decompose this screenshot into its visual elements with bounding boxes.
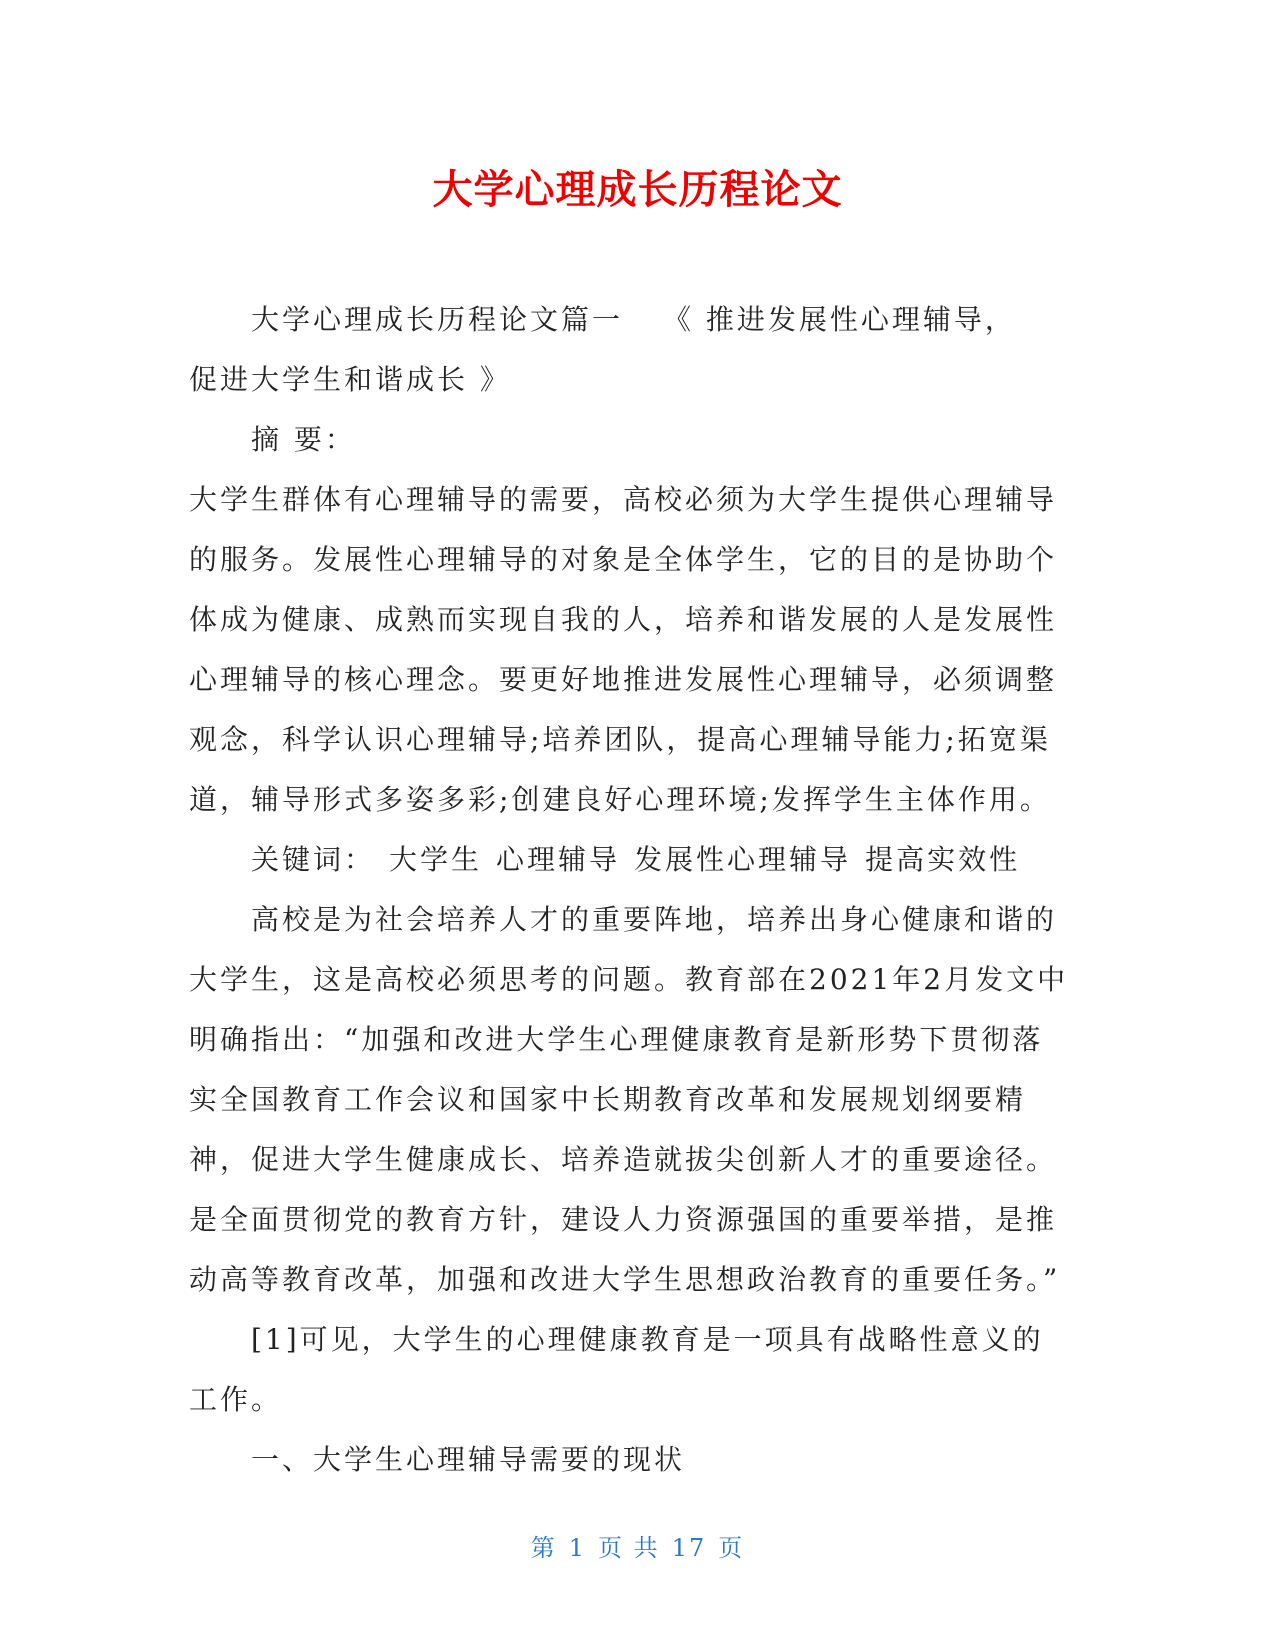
keywords-line bbox=[189, 830, 1069, 890]
article-heading-continued: 促进大学生和谐成长 》 bbox=[189, 363, 511, 396]
article-heading-part1: 大学心理成长历程论文篇一 bbox=[251, 303, 624, 336]
article-heading bbox=[189, 290, 1069, 350]
keyword: 大学生 bbox=[389, 843, 483, 876]
keyword: 提高实效性 bbox=[865, 843, 1021, 876]
footer-prefix: 第 bbox=[530, 1534, 557, 1562]
keyword: 发展性心理辅导 bbox=[634, 843, 852, 876]
footer-suffix: 页 bbox=[718, 1534, 745, 1562]
article-heading-part2: 《 推进发展性心理辅导， bbox=[663, 303, 1016, 336]
keyword: 心理辅导 bbox=[496, 843, 621, 876]
keywords-label: 关键词： bbox=[251, 843, 376, 876]
footer-current-page: 1 bbox=[568, 1534, 587, 1562]
abstract-text: 大学生群体有心理辅导的需要，高校必须为大学生提供心理辅导的服务。发展性心理辅导的对象是全体学生，它的目的是协助个体成为健康、成熟而实现自我的人，培养和谐发展的人是发展性心理辅导的核心理念。要更好地推进发展性心理辅导，必须调整观念，科学认识心理辅导;培养团队，提高心理辅导能力;拓宽渠道，辅导形式多姿多彩;创建良好心理环境;发挥学生主体作用。 bbox=[189, 483, 1058, 816]
body-paragraph: [1]可见，大学生的心理健康教育是一项具有战略性意义的工作。 bbox=[189, 1323, 1044, 1416]
footer-total-pages: 17 bbox=[671, 1534, 707, 1562]
document-body bbox=[189, 290, 1069, 1490]
page-footer bbox=[0, 1530, 1275, 1566]
document-title: 大学心理成长历程论文 bbox=[432, 167, 843, 213]
footer-middle: 页 共 bbox=[598, 1534, 660, 1562]
body-paragraph: 高校是为社会培养人才的重要阵地，培养出身心健康和谐的大学生，这是高校必须思考的问题。教育部在2021年2月发文中明确指出：“加强和改进大学生心理健康教育是新形势下贯彻落实全国教育工作会议和国家中长期教育改革和发展规划纲要精神，促进大学生健康成长、培养造就拔尖创新人才的重要途径。是全面贯彻党的教育方针，建设人力资源强国的重要举措，是推动高等教育改革，加强和改进大学生思想政治教育的重要任务。” bbox=[189, 903, 1069, 1296]
section-heading: 一、大学生心理辅导需要的现状 bbox=[251, 1443, 686, 1476]
abstract-label: 摘 要： bbox=[251, 423, 356, 456]
